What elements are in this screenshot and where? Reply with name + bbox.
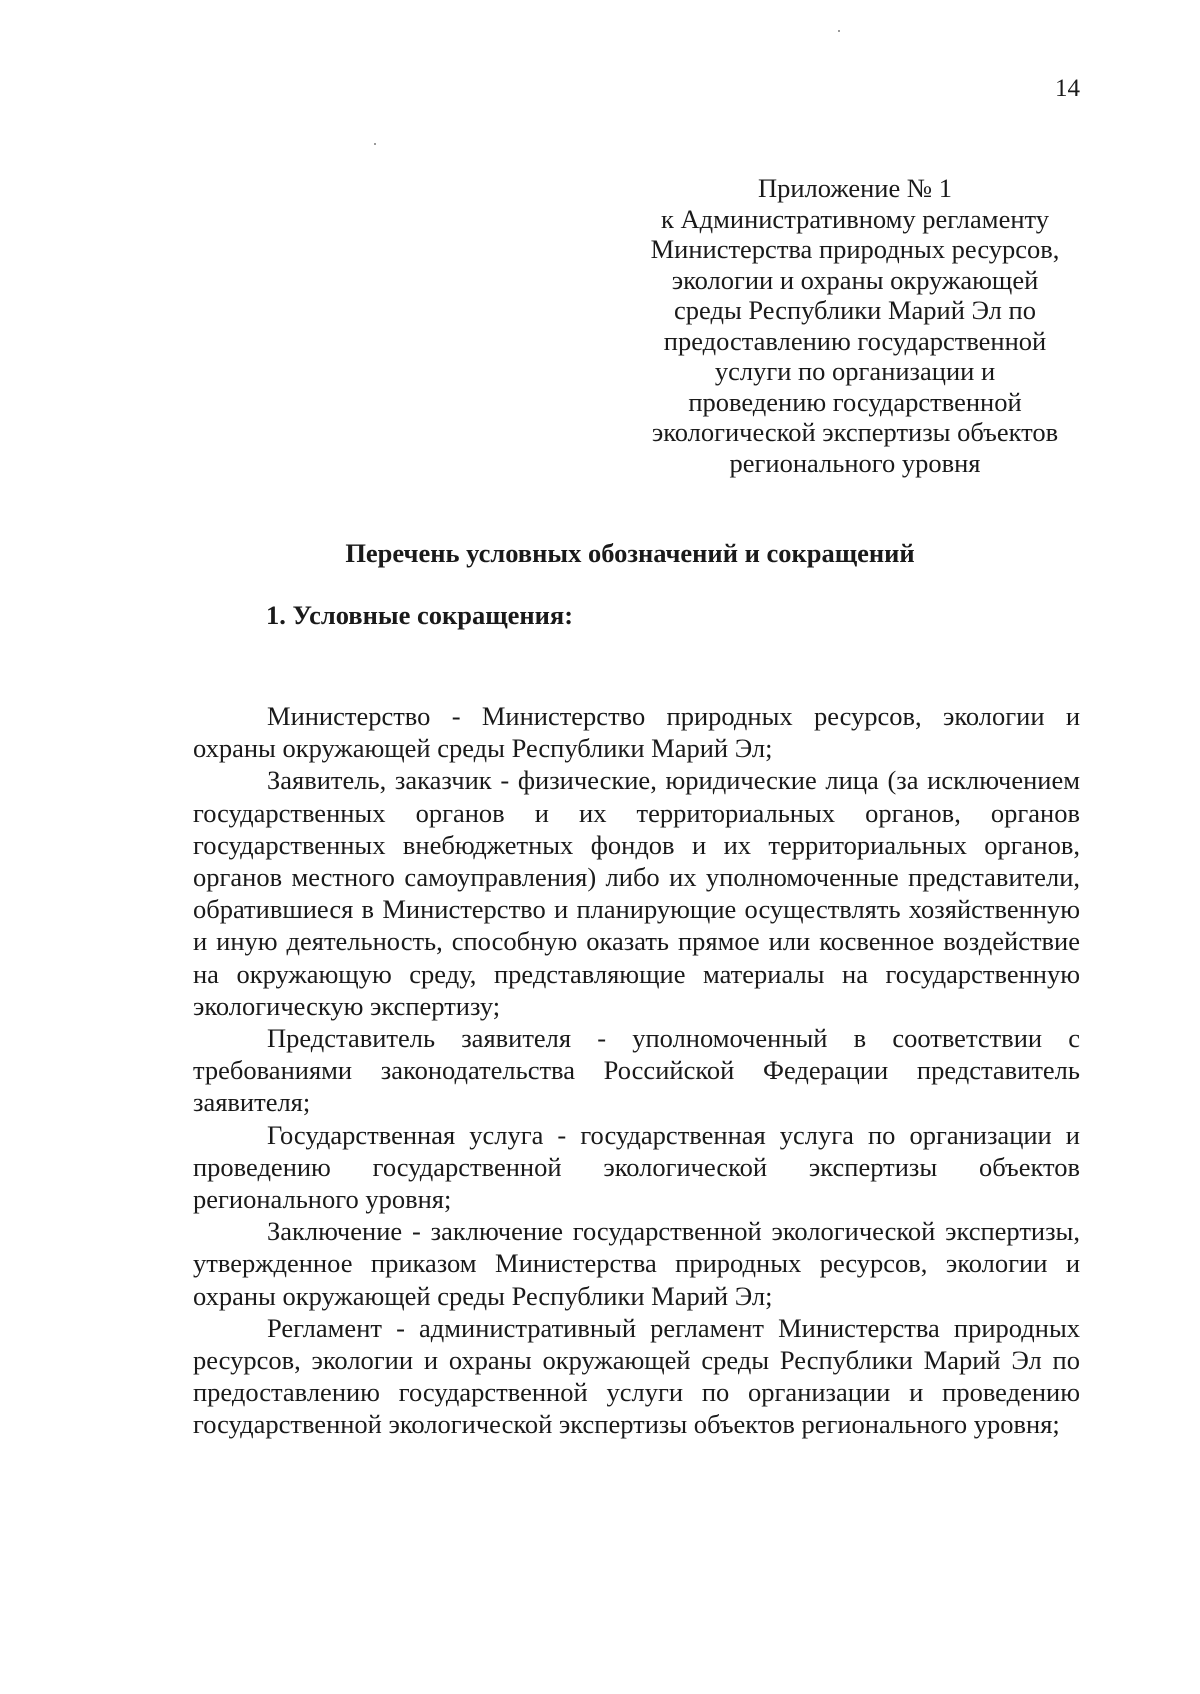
- scan-speck: [374, 143, 376, 145]
- definitions-list: [193, 700, 1080, 1441]
- definition-applicant-representative: Представитель заявителя - уполномоченный в соответствии с требованиями законодательства Российской Федерации представитель заявителя;: [193, 1023, 1080, 1118]
- appendix-line: экологии и охраны окружающей: [671, 264, 1039, 295]
- definition-ministry: Министерство - Министерство природных ресурсов, экологии и охраны окружающей среды Республики Марий Эл;: [193, 701, 1080, 764]
- appendix-line: услуги по организации и: [714, 356, 996, 386]
- appendix-line: Министерства природных ресурсов,: [650, 234, 1060, 264]
- definition-state-service: Государственная услуга - государственная услуга по организации и проведению государственной экологической экспертизы объектов регионального уровня;: [193, 1119, 1080, 1215]
- appendix-block: [630, 173, 1080, 478]
- definition-applicant: Заявитель, заказчик - физические, юридические лица (за исключением государственных органов и их территориальных органов, органов государственных внебюджетных фондов и их территориальных органов, органов местного самоуправления) либо их уполномоченные представители, обратившиеся в Министерство и планирующие осуществлять хозяйственную и иную деятельность, способную оказать прямое или косвенное воздействие на окружающую среду, представляющие материалы на государственную экологическую экспертизу;: [193, 765, 1080, 1021]
- document-heading: Перечень условных обозначений и сокращений: [345, 538, 915, 568]
- scan-speck: [838, 30, 840, 32]
- definition-regulation: Регламент - административный регламент Министерства природных ресурсов, экологии и охраны окружающей среды Республики Марий Эл по предоставлению государственной услуги по организации и проведению государственной экологической экспертизы объектов регионального уровня;: [193, 1312, 1080, 1440]
- page-number: 14: [1055, 75, 1080, 102]
- appendix-line: предоставлению государственной: [663, 325, 1047, 356]
- definition-conclusion: Заключение - заключение государственной экологической экспертизы, утвержденное приказом Министерства природных ресурсов, экологии и охраны окружающей среды Республики Марий Эл;: [193, 1216, 1080, 1311]
- appendix-line: к Административному регламенту: [661, 203, 1049, 234]
- appendix-line: проведению государственной: [688, 386, 1022, 417]
- appendix-line: регионального уровня: [729, 447, 981, 478]
- appendix-line: экологической экспертизы объектов: [651, 417, 1059, 447]
- appendix-line: Приложение № 1: [757, 173, 952, 203]
- section-title: 1. Условные сокращения:: [266, 600, 574, 630]
- appendix-line: среды Республики Марий Эл по: [674, 295, 1036, 325]
